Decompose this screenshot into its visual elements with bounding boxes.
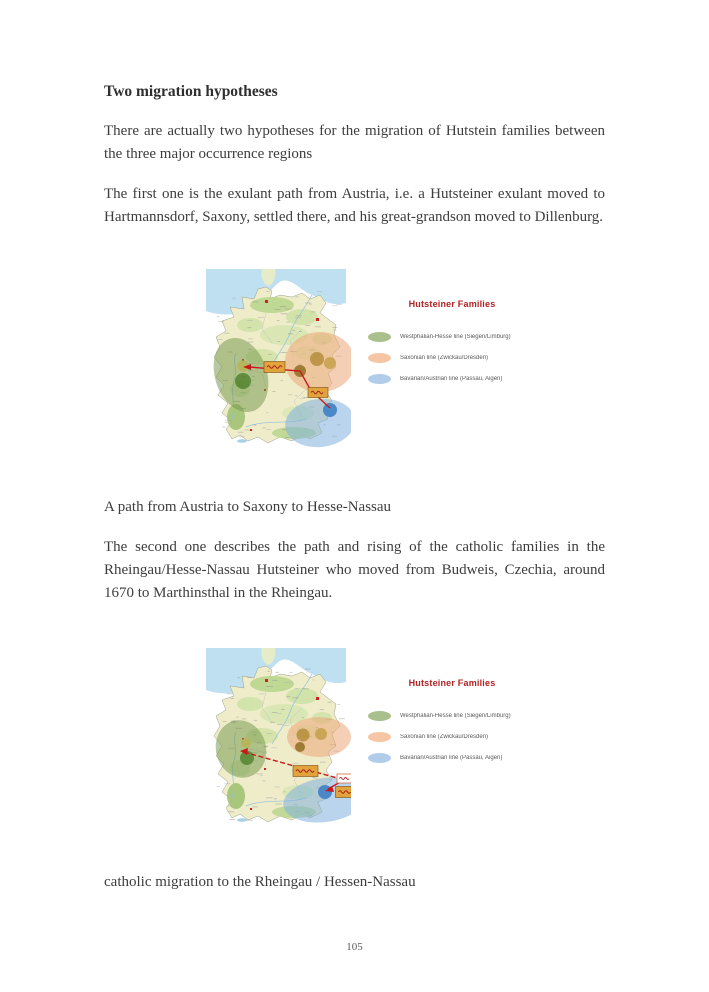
map-texture-mark: [258, 317, 264, 318]
occurrence-spot-dresden: [324, 357, 336, 369]
map-texture-mark: [266, 291, 270, 292]
map-texture-mark: [227, 806, 232, 807]
map-texture-mark: [259, 694, 265, 695]
map-texture-mark: [295, 395, 297, 396]
map-texture-mark: [229, 819, 235, 820]
map-texture-mark: [227, 798, 229, 799]
map-texture-mark: [305, 669, 311, 670]
map-texture-mark: [236, 717, 239, 718]
map-texture-mark: [315, 326, 321, 327]
map-texture-mark: [225, 333, 230, 334]
map-texture-mark: [223, 721, 227, 722]
map-texture-mark: [299, 331, 302, 332]
map-texture-mark: [272, 391, 275, 392]
map-texture-mark: [293, 330, 295, 331]
legend-label: Bavarian/Austrian line (Passau, Aigen): [400, 755, 503, 761]
map-texture-mark: [302, 717, 304, 718]
lake-constance: [237, 439, 247, 443]
map-texture-mark: [285, 437, 289, 438]
map-texture-mark: [272, 712, 277, 713]
map-texture-mark: [267, 733, 272, 734]
map-texture-mark: [266, 686, 273, 687]
map-texture-mark: [302, 688, 309, 689]
map-texture-mark: [225, 420, 230, 421]
map-texture-mark: [281, 380, 283, 381]
map-texture-mark: [281, 709, 285, 710]
paragraph-second-hypothesis: The second one describes the path and rising of the catholic families in the Rheingau/Hesse-Nassau Hutsteiner who moved from Budweis, Czechia, around 1670 to Marthinsthal in the Rheingau.: [104, 539, 605, 601]
occurrence-spot-limburg: [235, 373, 251, 389]
page-number: 105: [346, 941, 363, 953]
figure-migration-map-exulant-path: [206, 269, 511, 455]
map-texture-mark: [285, 309, 292, 310]
route-label-box-year: [336, 787, 352, 798]
map-texture-mark: [288, 394, 293, 395]
map-texture-mark: [311, 312, 315, 313]
map-texture-mark: [268, 354, 271, 355]
occurrence-spot-siegen: [241, 738, 251, 748]
legend-item-bavaria: [368, 374, 502, 384]
occurrence-spot-austria: [323, 403, 337, 417]
map-texture-mark: [284, 725, 289, 726]
map-texture-mark: [248, 327, 252, 328]
legend-item-saxony: [368, 353, 488, 363]
map-texture-mark: [271, 747, 277, 748]
occurrence-spot-zwickau: [297, 729, 310, 742]
paragraph-first-hypothesis: The first one is the exulant path from Austria, i.e. a Hutsteiner exulant moved to Hartmannsdorf, Saxony, settled there, and his great-grandson moved to Dillenburg.: [104, 186, 605, 225]
map-texture-mark: [317, 291, 322, 292]
map-texture-mark: [285, 682, 292, 683]
map-texture-mark: [248, 338, 253, 339]
map-texture-mark: [275, 309, 281, 310]
map-texture-mark: [248, 677, 252, 678]
germany-map-1: [206, 269, 351, 455]
map-texture-mark: [242, 719, 246, 720]
map-texture-mark: [278, 341, 281, 342]
map-texture-mark: [217, 316, 219, 317]
map-texture-mark: [217, 339, 222, 340]
map-texture-mark: [283, 791, 285, 792]
legend-title: Hutsteiner Families: [408, 678, 496, 688]
map-texture-mark: [263, 781, 266, 782]
map-texture-mark: [247, 320, 253, 321]
map-texture-mark: [305, 303, 311, 304]
map-texture-mark: [227, 694, 234, 695]
map-texture-mark: [277, 320, 280, 321]
map-texture-mark: [320, 709, 324, 710]
map-texture-mark: [275, 672, 279, 673]
map-texture-mark: [328, 702, 332, 703]
legend-swatch-bavaria-icon: [368, 753, 391, 763]
map-texture-mark: [286, 696, 290, 697]
route-label-box-budweis-name: [337, 774, 351, 783]
map-texture-mark: [338, 704, 340, 705]
legend-item-bavaria: [368, 753, 502, 763]
map-texture-mark: [254, 720, 257, 721]
map-texture-mark: [266, 429, 270, 430]
map-texture-mark: [270, 722, 275, 723]
map-texture-mark: [312, 680, 314, 681]
map-texture-mark: [334, 330, 337, 331]
legend-label: Saxonian line (Zwickau/Dresden): [400, 355, 489, 361]
route-label-box-dillenburg: [264, 362, 285, 373]
map-texture-mark: [339, 718, 345, 719]
map-texture-mark: [290, 672, 293, 673]
map-texture-mark: [257, 774, 263, 775]
occurrence-spot-budweis: [318, 785, 332, 799]
map-texture-mark: [263, 428, 266, 429]
occurrence-spot-zwickau: [310, 352, 324, 366]
map-texture-mark: [232, 298, 236, 299]
legend-label: Westphalian-Hesse line (Siegen/Limburg): [400, 713, 511, 719]
legend-item-westphalia: [368, 332, 511, 342]
legend-item-saxony: [368, 732, 488, 742]
lake-constance: [237, 818, 247, 822]
map-texture-mark: [305, 325, 310, 326]
map-texture-mark: [252, 302, 258, 303]
map-texture-mark: [275, 804, 281, 805]
germany-map-2: [206, 648, 351, 832]
map-legend: [364, 648, 511, 832]
map-texture-mark: [225, 422, 227, 423]
map-texture-mark: [281, 313, 288, 314]
map-texture-mark: [266, 797, 273, 798]
map-texture-mark: [313, 777, 316, 778]
map-texture-mark: [218, 321, 224, 322]
map-texture-mark: [266, 412, 268, 413]
map-texture-mark: [228, 811, 234, 812]
map-texture-mark: [296, 315, 302, 316]
map-texture-mark: [254, 425, 257, 426]
map-texture-mark: [295, 317, 301, 318]
map-texture-mark: [274, 798, 277, 799]
legend-title: Hutsteiner Families: [408, 299, 496, 309]
map-texture-mark: [336, 304, 342, 305]
map-texture-mark: [293, 763, 299, 764]
map-texture-mark: [300, 398, 306, 399]
map-texture-mark: [253, 807, 259, 808]
map-texture-mark: [280, 306, 287, 307]
occurrence-spot-hartmannsdorf: [295, 742, 305, 752]
map-texture-mark: [332, 305, 337, 306]
map-texture-mark: [246, 820, 252, 821]
section-heading: Two migration hypotheses: [104, 83, 278, 100]
map-texture-mark: [231, 698, 235, 699]
map-texture-mark: [286, 322, 290, 323]
map-texture-mark: [277, 724, 283, 725]
map-texture-mark: [245, 430, 250, 431]
map-texture-mark: [272, 680, 278, 681]
map-texture-mark: [277, 713, 282, 714]
map-texture-mark: [292, 697, 298, 698]
paragraph-hypotheses-intro: There are actually two hypotheses for the migration of Hutstein families between the three major occurrence regions: [104, 123, 605, 162]
caption-map-2: catholic migration to the Rheingau / Hessen-Nassau: [104, 874, 416, 890]
legend-item-westphalia: [368, 711, 511, 721]
map-texture-mark: [239, 436, 244, 437]
legend-swatch-westphalia-icon: [368, 711, 391, 721]
legend-swatch-saxony-icon: [368, 353, 391, 363]
legend-swatch-saxony-icon: [368, 732, 391, 742]
map-legend: [364, 269, 511, 455]
map-texture-mark: [333, 327, 338, 328]
map-texture-mark: [295, 297, 299, 298]
route-label-box-marthinsthal: [293, 766, 318, 777]
map-texture-mark: [267, 671, 270, 672]
legend-label: Saxonian line (Zwickau/Dresden): [400, 734, 489, 740]
map-texture-mark: [224, 783, 230, 784]
map-texture-mark: [295, 688, 299, 689]
map-texture-mark: [274, 787, 280, 788]
occurrence-spot-dresden: [315, 728, 327, 740]
map-texture-mark: [237, 677, 240, 678]
map-texture-mark: [288, 333, 293, 334]
legend-label: Bavarian/Austrian line (Passau, Aigen): [400, 376, 503, 382]
map-texture-mark: [309, 304, 312, 305]
legend-swatch-westphalia-icon: [368, 332, 391, 342]
map-texture-mark: [222, 427, 225, 428]
route-label-box-hartmannsdorf: [308, 388, 328, 398]
map-texture-mark: [320, 762, 326, 763]
legend-swatch-bavaria-icon: [368, 374, 391, 384]
map-texture-mark: [248, 342, 253, 343]
map-texture-mark: [217, 786, 221, 787]
map-texture-mark: [281, 352, 288, 353]
figure-migration-map-catholic-path: [206, 648, 511, 832]
map-texture-mark: [261, 775, 263, 776]
caption-map-1: A path from Austria to Saxony to Hesse-Nassau: [104, 499, 392, 515]
map-texture-mark: [238, 432, 243, 433]
legend-label: Westphalian-Hesse line (Siegen/Limburg): [400, 334, 511, 340]
